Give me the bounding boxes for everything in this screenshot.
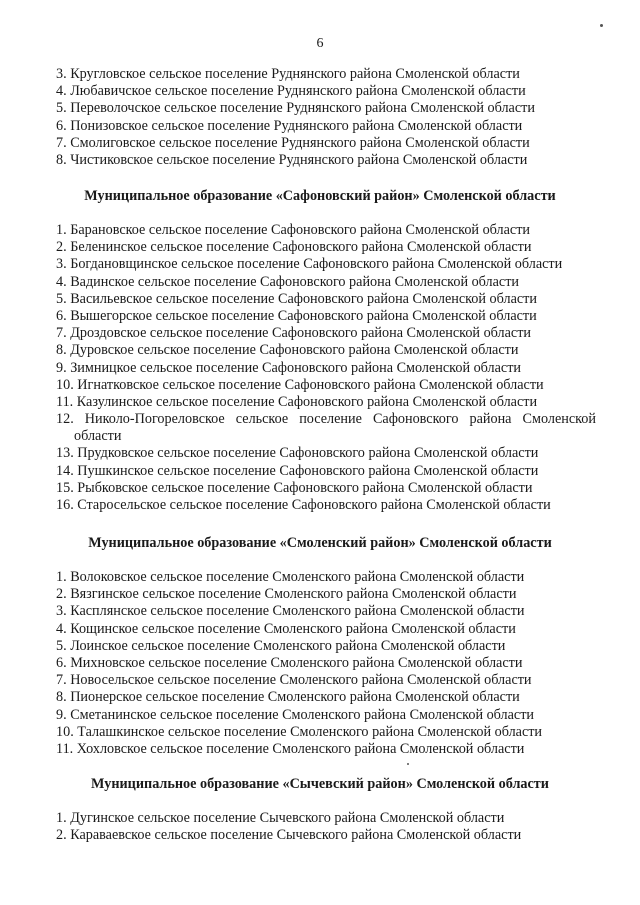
section-heading-smolensky: Муниципальное образование «Смоленский район» Смоленской области xyxy=(88,535,552,551)
list-item: 11. Казулинское сельское поселение Сафоновского района Смоленской области xyxy=(56,393,538,410)
list-item: 4. Любавичское сельское поселение Руднянского района Смоленской области xyxy=(56,83,526,100)
list-item: 16. Старосельское сельское поселение Сафоновского района Смоленской области xyxy=(56,497,551,514)
list-item: 7. Дроздовское сельское поселение Сафоновского района Смоленской области xyxy=(56,325,531,342)
list-item: 1. Волоковское сельское поселение Смоленского района Смоленской области xyxy=(56,569,525,585)
scan-speck xyxy=(407,763,409,765)
list-item: 8. Дуровское сельское поселение Сафоновского района Смоленской области xyxy=(56,342,519,359)
list-item: 6. Понизовское сельское поселение Руднянского района Смоленской области xyxy=(56,117,523,134)
list-item: 2. Караваевское сельское поселение Сычевского района Смоленской области xyxy=(56,827,522,844)
section-heading-safonovsky: Муниципальное образование «Сафоновский район» Смоленской области xyxy=(84,188,556,204)
list-item: 4. Вадинское сельское поселение Сафоновского района Смоленской области xyxy=(56,273,520,290)
list-item: 9. Зимницкое сельское поселение Сафоновского района Смоленской области xyxy=(56,359,522,376)
list-item: 5. Переволочское сельское поселение Руднянского района Смоленской области xyxy=(56,100,535,117)
list-item: 7. Новосельское сельское поселение Смоленского района Смоленской области xyxy=(56,672,532,689)
list-item: 13. Прудковское сельское поселение Сафоновского района Смоленской области xyxy=(56,445,539,462)
list-item: 3. Касплянское сельское поселение Смоленского района Смоленской области xyxy=(56,603,525,620)
scan-speck xyxy=(600,24,603,27)
list-item: 14. Пушкинское сельское поселение Сафоновского района Смоленской области xyxy=(56,462,539,479)
list-item: 15. Рыбковское сельское поселение Сафоновского района Смоленской области xyxy=(56,479,533,496)
smolensky-settlement-list xyxy=(56,569,596,758)
section-heading-sychevsky: Муниципальное образование «Сычевский район» Смоленской области xyxy=(91,776,549,792)
list-item: 7. Смолиговское сельское поселение Руднянского района Смоленской области xyxy=(56,134,530,151)
list-item: 3. Богдановщинское сельское поселение Сафоновского района Смоленской области xyxy=(56,256,563,273)
list-item: 2. Беленинское сельское поселение Сафоновского района Смоленской области xyxy=(56,239,532,256)
list-item: 2. Вязгинское сельское поселение Смоленского района Смоленской области xyxy=(56,586,517,603)
list-item: 4. Кощинское сельское поселение Смоленского района Смоленской области xyxy=(56,620,516,637)
list-item: 6. Вышегорское сельское поселение Сафоновского района Смоленской области xyxy=(56,307,537,324)
list-item: 12. Николо-Погореловское сельское поселение Сафоновского района Смоленской области xyxy=(56,411,596,445)
sychevsky-settlement-list xyxy=(56,810,596,844)
list-item: 5. Лоинское сельское поселение Смоленского района Смоленской области xyxy=(56,637,506,654)
list-item: 5. Васильевское сельское поселение Сафоновского района Смоленской области xyxy=(56,290,537,307)
list-item: 6. Михновское сельское поселение Смоленского района Смоленской области xyxy=(56,654,523,671)
list-item: 3. Кругловское сельское поселение Руднянского района Смоленской области xyxy=(56,66,520,82)
list-item: 8. Чистиковское сельское поселение Руднянского района Смоленской области xyxy=(56,151,528,168)
list-item: 11. Хохловское сельское поселение Смоленского района Смоленской области xyxy=(56,740,525,757)
list-item: 10. Талашкинское сельское поселение Смоленского района Смоленской области xyxy=(56,723,543,740)
list-item: 8. Пионерское сельское поселение Смоленского района Смоленской области xyxy=(56,689,520,706)
list-item: 10. Игнатковское сельское поселение Сафоновского района Смоленской области xyxy=(56,376,544,393)
page-number: 6 xyxy=(316,36,324,51)
continued-settlement-list xyxy=(56,66,596,169)
list-item: 1. Дугинское сельское поселение Сычевского района Смоленской области xyxy=(56,810,505,826)
list-item: 1. Барановское сельское поселение Сафоновского района Смоленской области xyxy=(56,222,530,238)
list-item: 9. Сметанинское сельское поселение Смоленского района Смоленской области xyxy=(56,706,535,723)
safonovsky-settlement-list xyxy=(56,222,596,514)
